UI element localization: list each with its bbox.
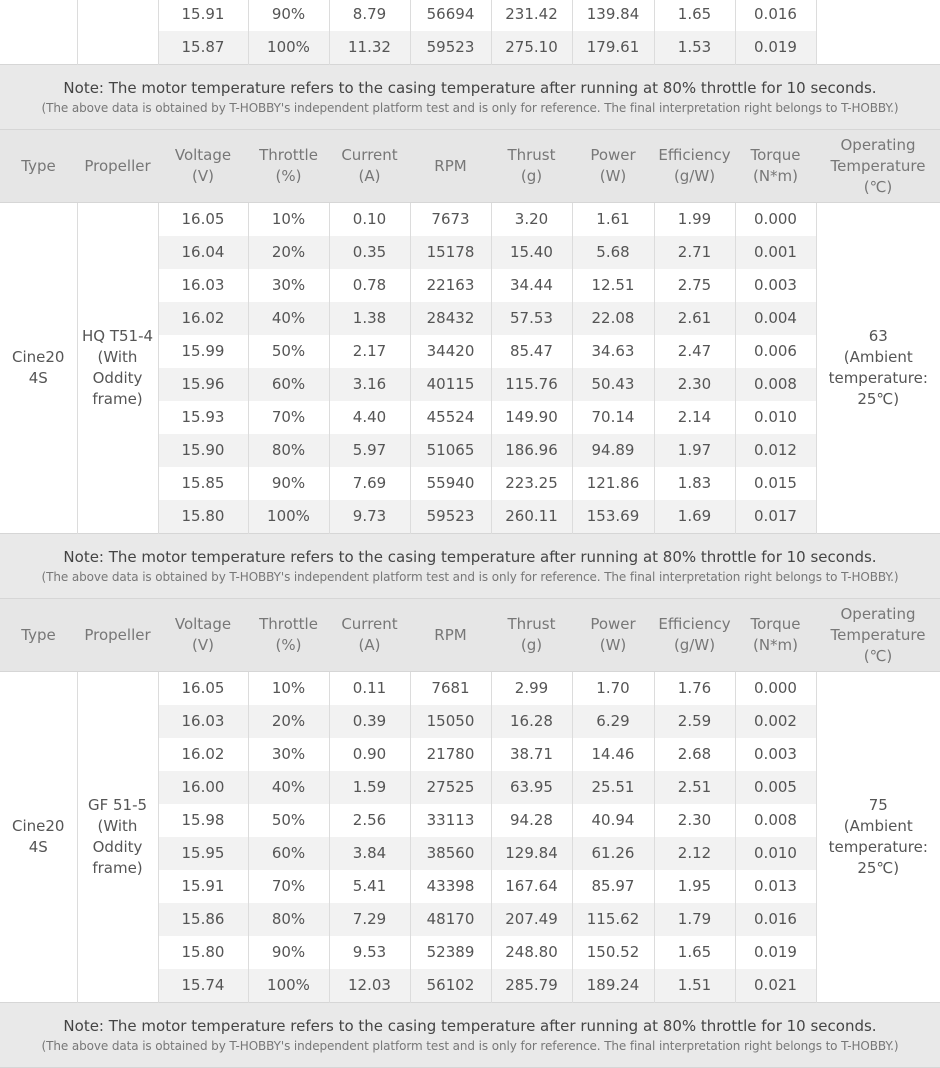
temperature-line: 25℃) xyxy=(817,389,940,410)
power-cell: 6.29 xyxy=(572,705,654,738)
current-cell: 0.39 xyxy=(329,705,410,738)
throttle-cell: 80% xyxy=(248,903,329,936)
propeller-line: (With xyxy=(78,347,158,368)
efficiency-cell: 1.99 xyxy=(654,203,735,237)
table-row xyxy=(0,0,940,31)
voltage-cell: 15.96 xyxy=(158,368,248,401)
efficiency-cell: 1.65 xyxy=(654,0,735,31)
rpm-cell: 7673 xyxy=(410,203,491,237)
header-current-line: Current xyxy=(329,145,410,166)
temperature-line: 75 xyxy=(817,795,940,816)
voltage-cell: 16.03 xyxy=(158,705,248,738)
torque-cell: 0.008 xyxy=(735,804,816,837)
current-cell: 12.03 xyxy=(329,969,410,1003)
current-cell: 7.29 xyxy=(329,903,410,936)
rpm-cell: 7681 xyxy=(410,672,491,706)
torque-cell: 0.019 xyxy=(735,936,816,969)
voltage-cell: 15.91 xyxy=(158,0,248,31)
note-cell xyxy=(0,534,940,599)
header-efficiency xyxy=(654,599,735,672)
throttle-cell: 40% xyxy=(248,302,329,335)
propeller-line: Oddity xyxy=(78,837,158,858)
current-cell: 9.73 xyxy=(329,500,410,534)
header-efficiency-line: Efficiency xyxy=(654,145,735,166)
voltage-cell: 15.91 xyxy=(158,870,248,903)
torque-cell: 0.008 xyxy=(735,368,816,401)
header-rpm xyxy=(410,130,491,203)
type-cell xyxy=(0,203,77,534)
thrust-cell: 149.90 xyxy=(491,401,572,434)
voltage-cell: 15.80 xyxy=(158,500,248,534)
power-cell: 70.14 xyxy=(572,401,654,434)
header-thrust-line: Thrust xyxy=(491,145,572,166)
current-cell: 0.10 xyxy=(329,203,410,237)
current-cell: 8.79 xyxy=(329,0,410,31)
thrust-cell: 285.79 xyxy=(491,969,572,1003)
header-throttle-line: (%) xyxy=(248,635,329,656)
throttle-cell: 10% xyxy=(248,203,329,237)
header-efficiency-line: (g/W) xyxy=(654,635,735,656)
current-cell: 1.59 xyxy=(329,771,410,804)
throttle-cell: 70% xyxy=(248,870,329,903)
throttle-cell: 70% xyxy=(248,401,329,434)
header-torque-line: Torque xyxy=(735,614,816,635)
type-line: Cine20 xyxy=(0,347,77,368)
torque-cell: 0.000 xyxy=(735,672,816,706)
thrust-cell: 231.42 xyxy=(491,0,572,31)
voltage-cell: 15.98 xyxy=(158,804,248,837)
header-power-line: (W) xyxy=(572,635,654,656)
power-cell: 40.94 xyxy=(572,804,654,837)
rpm-cell: 52389 xyxy=(410,936,491,969)
rpm-cell: 59523 xyxy=(410,500,491,534)
efficiency-cell: 1.65 xyxy=(654,936,735,969)
table-row xyxy=(0,672,940,706)
thrust-cell: 186.96 xyxy=(491,434,572,467)
note-disclaimer-text: (The above data is obtained by T-HOBBY's independent platform test and is only for reference. The final interpretation right belongs to T-HOBBY.) xyxy=(0,568,940,586)
efficiency-cell: 1.97 xyxy=(654,434,735,467)
propeller-line: (With xyxy=(78,816,158,837)
efficiency-cell: 2.59 xyxy=(654,705,735,738)
voltage-cell: 15.95 xyxy=(158,837,248,870)
header-voltage xyxy=(158,130,248,203)
rpm-cell: 15050 xyxy=(410,705,491,738)
thrust-cell: 34.44 xyxy=(491,269,572,302)
header-thrust xyxy=(491,130,572,203)
power-cell: 50.43 xyxy=(572,368,654,401)
efficiency-cell: 1.69 xyxy=(654,500,735,534)
current-cell: 0.78 xyxy=(329,269,410,302)
current-cell: 7.69 xyxy=(329,467,410,500)
torque-cell: 0.003 xyxy=(735,738,816,771)
throttle-cell: 90% xyxy=(248,0,329,31)
power-cell: 85.97 xyxy=(572,870,654,903)
temperature-line: (Ambient xyxy=(817,347,940,368)
current-cell: 5.41 xyxy=(329,870,410,903)
torque-cell: 0.016 xyxy=(735,903,816,936)
current-cell: 0.35 xyxy=(329,236,410,269)
voltage-cell: 15.86 xyxy=(158,903,248,936)
temperature-cell xyxy=(816,672,940,1003)
power-cell: 94.89 xyxy=(572,434,654,467)
throttle-cell: 60% xyxy=(248,837,329,870)
header-type-line: Type xyxy=(0,625,77,646)
header-current-line: Current xyxy=(329,614,410,635)
throttle-cell: 10% xyxy=(248,672,329,706)
thrust-cell: 15.40 xyxy=(491,236,572,269)
rpm-cell: 15178 xyxy=(410,236,491,269)
temperature-line: temperature: xyxy=(817,368,940,389)
header-current xyxy=(329,130,410,203)
type-line: Cine20 xyxy=(0,816,77,837)
temperature-line: temperature: xyxy=(817,837,940,858)
power-cell: 1.70 xyxy=(572,672,654,706)
thrust-cell: 2.99 xyxy=(491,672,572,706)
power-cell: 115.62 xyxy=(572,903,654,936)
current-cell: 0.90 xyxy=(329,738,410,771)
propeller-line: frame) xyxy=(78,389,158,410)
torque-cell: 0.019 xyxy=(735,31,816,65)
voltage-cell: 15.87 xyxy=(158,31,248,65)
torque-cell: 0.002 xyxy=(735,705,816,738)
current-cell: 2.17 xyxy=(329,335,410,368)
current-cell: 3.16 xyxy=(329,368,410,401)
power-cell: 139.84 xyxy=(572,0,654,31)
power-cell: 12.51 xyxy=(572,269,654,302)
header-rpm xyxy=(410,599,491,672)
efficiency-cell: 2.61 xyxy=(654,302,735,335)
propeller-cell xyxy=(77,0,158,65)
rpm-cell: 59523 xyxy=(410,31,491,65)
header-power-line: Power xyxy=(572,614,654,635)
thrust-cell: 248.80 xyxy=(491,936,572,969)
torque-cell: 0.016 xyxy=(735,0,816,31)
power-cell: 5.68 xyxy=(572,236,654,269)
throttle-cell: 20% xyxy=(248,705,329,738)
torque-cell: 0.017 xyxy=(735,500,816,534)
torque-cell: 0.021 xyxy=(735,969,816,1003)
voltage-cell: 15.85 xyxy=(158,467,248,500)
header-voltage-line: Voltage xyxy=(158,614,248,635)
efficiency-cell: 2.14 xyxy=(654,401,735,434)
rpm-cell: 56102 xyxy=(410,969,491,1003)
torque-cell: 0.001 xyxy=(735,236,816,269)
voltage-cell: 15.99 xyxy=(158,335,248,368)
note-disclaimer-text: (The above data is obtained by T-HOBBY's independent platform test and is only for reference. The final interpretation right belongs to T-HOBBY.) xyxy=(0,1037,940,1055)
header-power xyxy=(572,130,654,203)
efficiency-cell: 1.83 xyxy=(654,467,735,500)
header-voltage-line: (V) xyxy=(158,166,248,187)
note-cell xyxy=(0,65,940,130)
header-torque-line: Torque xyxy=(735,145,816,166)
efficiency-cell: 1.95 xyxy=(654,870,735,903)
voltage-cell: 16.05 xyxy=(158,672,248,706)
table-row xyxy=(0,203,940,237)
current-cell: 3.84 xyxy=(329,837,410,870)
note-cell xyxy=(0,1003,940,1068)
header-efficiency-line: (g/W) xyxy=(654,166,735,187)
rpm-cell: 33113 xyxy=(410,804,491,837)
voltage-cell: 15.74 xyxy=(158,969,248,1003)
torque-cell: 0.015 xyxy=(735,467,816,500)
header-voltage-line: Voltage xyxy=(158,145,248,166)
throttle-cell: 50% xyxy=(248,335,329,368)
header-torque xyxy=(735,599,816,672)
voltage-cell: 16.02 xyxy=(158,302,248,335)
thrust-cell: 94.28 xyxy=(491,804,572,837)
rpm-cell: 21780 xyxy=(410,738,491,771)
header-rpm-line: RPM xyxy=(410,156,491,177)
header-power-line: Power xyxy=(572,145,654,166)
rpm-cell: 48170 xyxy=(410,903,491,936)
header-operating-temperature-line: Operating xyxy=(816,604,940,625)
header-thrust-line: Thrust xyxy=(491,614,572,635)
header-efficiency-line: Efficiency xyxy=(654,614,735,635)
power-cell: 179.61 xyxy=(572,31,654,65)
header-operating-temperature-line: Operating xyxy=(816,135,940,156)
power-cell: 22.08 xyxy=(572,302,654,335)
temperature-cell xyxy=(816,203,940,534)
current-cell: 2.56 xyxy=(329,804,410,837)
power-cell: 25.51 xyxy=(572,771,654,804)
header-voltage-line: (V) xyxy=(158,635,248,656)
rpm-cell: 28432 xyxy=(410,302,491,335)
header-throttle-line: Throttle xyxy=(248,614,329,635)
header-propeller-line: Propeller xyxy=(77,625,158,646)
voltage-cell: 15.80 xyxy=(158,936,248,969)
header-throttle-line: (%) xyxy=(248,166,329,187)
header-propeller xyxy=(77,599,158,672)
current-cell: 1.38 xyxy=(329,302,410,335)
voltage-cell: 16.00 xyxy=(158,771,248,804)
thrust-cell: 115.76 xyxy=(491,368,572,401)
current-cell: 9.53 xyxy=(329,936,410,969)
torque-cell: 0.005 xyxy=(735,771,816,804)
torque-cell: 0.013 xyxy=(735,870,816,903)
throttle-cell: 60% xyxy=(248,368,329,401)
efficiency-cell: 2.68 xyxy=(654,738,735,771)
thrust-cell: 167.64 xyxy=(491,870,572,903)
rpm-cell: 34420 xyxy=(410,335,491,368)
thrust-cell: 223.25 xyxy=(491,467,572,500)
efficiency-cell: 1.53 xyxy=(654,31,735,65)
throttle-cell: 90% xyxy=(248,936,329,969)
voltage-cell: 16.02 xyxy=(158,738,248,771)
thrust-cell: 85.47 xyxy=(491,335,572,368)
torque-cell: 0.010 xyxy=(735,837,816,870)
power-cell: 14.46 xyxy=(572,738,654,771)
throttle-cell: 40% xyxy=(248,771,329,804)
type-cell xyxy=(0,672,77,1003)
efficiency-cell: 1.51 xyxy=(654,969,735,1003)
propeller-line: Oddity xyxy=(78,368,158,389)
header-type xyxy=(0,599,77,672)
header-voltage xyxy=(158,599,248,672)
power-cell: 150.52 xyxy=(572,936,654,969)
efficiency-cell: 2.75 xyxy=(654,269,735,302)
thrust-cell: 3.20 xyxy=(491,203,572,237)
throttle-cell: 50% xyxy=(248,804,329,837)
header-operating-temperature xyxy=(816,599,940,672)
efficiency-cell: 2.12 xyxy=(654,837,735,870)
note-disclaimer-text: (The above data is obtained by T-HOBBY's independent platform test and is only for reference. The final interpretation right belongs to T-HOBBY.) xyxy=(0,99,940,117)
efficiency-cell: 2.47 xyxy=(654,335,735,368)
header-torque-line: (N*m) xyxy=(735,166,816,187)
header-operating-temperature-line: Temperature xyxy=(816,156,940,177)
propeller-line: frame) xyxy=(78,858,158,879)
header-efficiency xyxy=(654,130,735,203)
voltage-cell: 15.93 xyxy=(158,401,248,434)
rpm-cell: 43398 xyxy=(410,870,491,903)
type-line: 4S xyxy=(0,368,77,389)
header-throttle xyxy=(248,130,329,203)
header-power-line: (W) xyxy=(572,166,654,187)
note-main-text: Note: The motor temperature refers to the casing temperature after running at 80% throttle for 10 seconds. xyxy=(0,77,940,99)
note-row xyxy=(0,534,940,599)
thrust-cell: 275.10 xyxy=(491,31,572,65)
power-cell: 121.86 xyxy=(572,467,654,500)
power-cell: 189.24 xyxy=(572,969,654,1003)
header-thrust-line: (g) xyxy=(491,166,572,187)
propeller-cell xyxy=(77,672,158,1003)
thrust-cell: 16.28 xyxy=(491,705,572,738)
temperature-cell xyxy=(816,0,940,65)
type-line: 4S xyxy=(0,837,77,858)
thrust-cell: 260.11 xyxy=(491,500,572,534)
header-throttle-line: Throttle xyxy=(248,145,329,166)
note-main-text: Note: The motor temperature refers to the casing temperature after running at 80% throttle for 10 seconds. xyxy=(0,546,940,568)
header-type xyxy=(0,130,77,203)
propeller-line: GF 51-5 xyxy=(78,795,158,816)
torque-cell: 0.010 xyxy=(735,401,816,434)
throttle-cell: 100% xyxy=(248,969,329,1003)
header-torque-line: (N*m) xyxy=(735,635,816,656)
thrust-cell: 207.49 xyxy=(491,903,572,936)
temperature-line: 63 xyxy=(817,326,940,347)
throttle-cell: 30% xyxy=(248,738,329,771)
header-rpm-line: RPM xyxy=(410,625,491,646)
torque-cell: 0.004 xyxy=(735,302,816,335)
header-operating-temperature-line: Temperature xyxy=(816,625,940,646)
note-row xyxy=(0,65,940,130)
efficiency-cell: 2.71 xyxy=(654,236,735,269)
type-cell xyxy=(0,0,77,65)
throttle-cell: 100% xyxy=(248,500,329,534)
efficiency-cell: 2.30 xyxy=(654,368,735,401)
rpm-cell: 51065 xyxy=(410,434,491,467)
voltage-cell: 15.90 xyxy=(158,434,248,467)
table-header-row xyxy=(0,599,940,672)
rpm-cell: 55940 xyxy=(410,467,491,500)
power-cell: 34.63 xyxy=(572,335,654,368)
table-header-row xyxy=(0,130,940,203)
throttle-cell: 90% xyxy=(248,467,329,500)
propeller-cell xyxy=(77,203,158,534)
voltage-cell: 16.04 xyxy=(158,236,248,269)
thrust-cell: 129.84 xyxy=(491,837,572,870)
header-operating-temperature-line: (℃) xyxy=(816,646,940,667)
torque-cell: 0.000 xyxy=(735,203,816,237)
rpm-cell: 56694 xyxy=(410,0,491,31)
header-current xyxy=(329,599,410,672)
torque-cell: 0.003 xyxy=(735,269,816,302)
header-type-line: Type xyxy=(0,156,77,177)
propeller-line: HQ T51-4 xyxy=(78,326,158,347)
voltage-cell: 16.03 xyxy=(158,269,248,302)
header-current-line: (A) xyxy=(329,635,410,656)
current-cell: 0.11 xyxy=(329,672,410,706)
thrust-cell: 63.95 xyxy=(491,771,572,804)
efficiency-cell: 1.79 xyxy=(654,903,735,936)
temperature-line: 25℃) xyxy=(817,858,940,879)
header-propeller-line: Propeller xyxy=(77,156,158,177)
efficiency-cell: 2.30 xyxy=(654,804,735,837)
throttle-cell: 80% xyxy=(248,434,329,467)
rpm-cell: 38560 xyxy=(410,837,491,870)
header-operating-temperature-line: (℃) xyxy=(816,177,940,198)
header-thrust-line: (g) xyxy=(491,635,572,656)
current-cell: 5.97 xyxy=(329,434,410,467)
power-cell: 153.69 xyxy=(572,500,654,534)
current-cell: 4.40 xyxy=(329,401,410,434)
thrust-cell: 57.53 xyxy=(491,302,572,335)
note-row xyxy=(0,1003,940,1068)
header-operating-temperature xyxy=(816,130,940,203)
header-propeller xyxy=(77,130,158,203)
throttle-cell: 100% xyxy=(248,31,329,65)
voltage-cell: 16.05 xyxy=(158,203,248,237)
header-throttle xyxy=(248,599,329,672)
power-cell: 1.61 xyxy=(572,203,654,237)
throttle-cell: 20% xyxy=(248,236,329,269)
rpm-cell: 27525 xyxy=(410,771,491,804)
rpm-cell: 22163 xyxy=(410,269,491,302)
rpm-cell: 40115 xyxy=(410,368,491,401)
torque-cell: 0.012 xyxy=(735,434,816,467)
efficiency-cell: 2.51 xyxy=(654,771,735,804)
power-cell: 61.26 xyxy=(572,837,654,870)
torque-cell: 0.006 xyxy=(735,335,816,368)
header-thrust xyxy=(491,599,572,672)
throttle-cell: 30% xyxy=(248,269,329,302)
efficiency-cell: 1.76 xyxy=(654,672,735,706)
temperature-line: (Ambient xyxy=(817,816,940,837)
note-main-text: Note: The motor temperature refers to the casing temperature after running at 80% throttle for 10 seconds. xyxy=(0,1015,940,1037)
current-cell: 11.32 xyxy=(329,31,410,65)
header-current-line: (A) xyxy=(329,166,410,187)
rpm-cell: 45524 xyxy=(410,401,491,434)
header-power xyxy=(572,599,654,672)
header-torque xyxy=(735,130,816,203)
thrust-cell: 38.71 xyxy=(491,738,572,771)
